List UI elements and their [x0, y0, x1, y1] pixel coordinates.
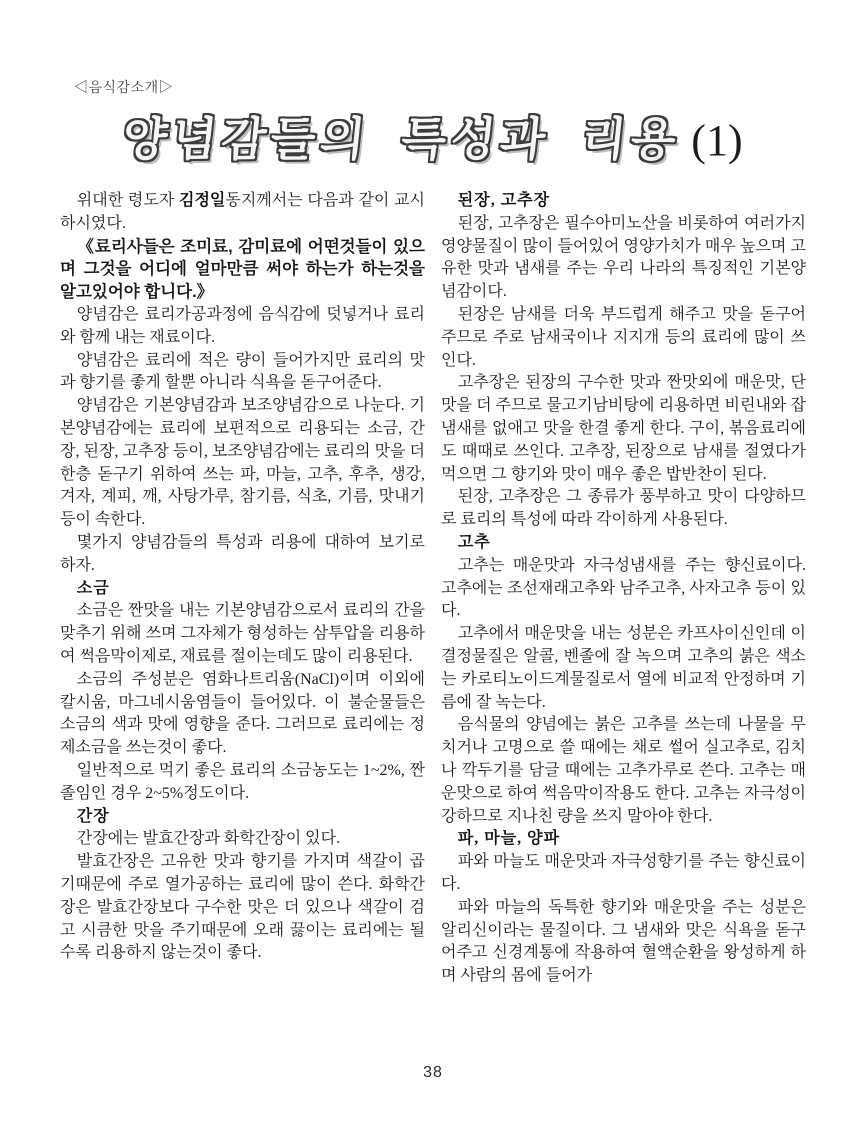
body-paragraph: 소금은 짠맛을 내는 기본양념감으로서 료리의 간을 맞추기 위해 쓰며 그자체가 형성하는 삼투압을 리용하여 썩음막이제로, 재료를 절이는데도 많이 리용된다. [60, 602, 425, 665]
body-paragraph: 일반적으로 먹기 좋은 료리의 소금농도는 1~2%, 짠 졸임인 경우 2~5%정도이다. [60, 761, 425, 802]
leader-name-emphasis: 김정일 [178, 192, 226, 209]
body-paragraph: 파와 마늘도 매운맛과 자극성향기를 주는 향신료이다. [441, 853, 806, 893]
page-number: 38 [423, 1064, 443, 1081]
body-paragraph: 간장에는 발효간장과 화학간장이 있다. [76, 830, 341, 848]
section-heading: 간장 [76, 807, 110, 825]
body-paragraph: 양념감은 기본양념감과 보조양념감으로 나눈다. 기본양념감에는 료리에 보편적으로 리용되는 소금, 간장, 된장, 고추장 등이, 보조양념감에는 료리의 맛을 더 한층 돋구기 위하여 쓰는 파, 마늘, 고추, 후추, 생강, 겨자, 계피, 깨, 사탕가루, 참기름, 식초, 기름, 맛내기 등이 속한다. [60, 397, 425, 529]
body-paragraph: 파와 마늘의 독특한 향기와 매운맛을 주는 성분은 알리신이라는 물질이다. 그 냄새와 맛은 식욕을 돋구어주고 신경계통에 작용하여 혈액순환을 왕성하게 하며 사람의 몸에 들어가 [441, 898, 806, 985]
section-heading: 고추 [457, 533, 491, 551]
body-paragraph: 양념감은 료리가공과정에 음식감에 덧넣거나 료리와 함께 내는 재료이다. [60, 305, 425, 346]
article-body [60, 190, 806, 988]
article-title-text: 양념감들의 특성과 리용 [120, 113, 684, 165]
section-heading: 된장, 고추장 [457, 192, 551, 209]
body-paragraph: 소금의 주성분은 염화나트리움(NaCl)이며 이외에 칼시움, 마그네시움염들이 들어있다. 이 불순물들은 소금의 색과 맛에 영향을 준다. 그러므로 료리에는 정제소금을 쓰는것이 좋다. [60, 670, 425, 757]
section-heading: 파, 마늘, 양파 [457, 830, 561, 848]
body-paragraph: 음식물의 양념에는 붉은 고추를 쓰는데 나물을 무치거나 고명으로 쓸 때에는 채로 썰어 실고추로, 김치나 깍두기를 담글 때에는 고추가루로 쓴다. 고추는 매운맛으로 하여 썩음막이작용도 한다. 고추는 자극성이 강하므로 지나친 량을 쓰지 말아야 한다. [441, 716, 806, 825]
left-column [60, 190, 425, 988]
text-segment: 위대한 령도자 [76, 192, 179, 209]
quotation-paragraph: 《료리사들은 조미료, 감미료에 어떤것들이 있으며 그것을 어디에 얼마만큼 써야 하는가 하는것을 알고있어야 합니다.》 [60, 237, 425, 302]
body-paragraph: 된장은 남새를 더욱 부드럽게 해주고 맛을 돋구어주므로 주로 남새국이나 지지개 등의 료리에 많이 쓰인다. [441, 305, 806, 369]
body-paragraph: 양념감은 료리에 적은 량이 들어가지만 료리의 맛과 향기를 좋게 할뿐 아니라 식욕을 돋구어준다. [60, 351, 425, 392]
section-kicker: ◁음식감소개▷ [74, 79, 174, 95]
body-paragraph: 발효간장은 고유한 맛과 향기를 가지며 색갈이 곱기때문에 주로 열가공하는 료리에 많이 쓴다. 화학간장은 발효간장보다 구수한 맛은 더 있으나 색갈이 검고 시큼한 맛을 주기때문에 오래 끓이는 료리에는 될수록 리용하지 않는것이 좋다. [60, 853, 425, 962]
right-column [441, 190, 806, 988]
article-title-number: (1) [691, 116, 743, 165]
body-paragraph: 된장, 고추장은 그 종류가 풍부하고 맛이 다양하므로 료리의 특성에 따라 각이하게 사용된다. [441, 488, 806, 529]
body-paragraph [60, 190, 425, 236]
section-heading: 소금 [76, 579, 110, 597]
body-paragraph: 몇가지 양념감들의 특성과 리용에 대하여 보기로 하자. [60, 533, 425, 574]
article-title [60, 103, 806, 169]
body-paragraph: 된장, 고추장은 필수아미노산을 비롯하여 여러가지 영양물질이 많이 들어있어 영양가치가 매우 높으며 고유한 맛과 냄새를 주는 우리 나라의 특징적인 기본양념감이다. [441, 214, 806, 301]
text-segment: 동지께서는 다음과 같이 교시하시였다. [60, 192, 425, 232]
body-paragraph: 고추는 매운맛과 자극성냄새를 주는 향신료이다. 고추에는 조선재래고추와 남주고추, 사자고추 등이 있다. [441, 556, 806, 620]
body-paragraph: 고추에서 매운맛을 내는 성분은 카프사이신인데 이 결정물질은 알콜, 벤졸에 잘 녹으며 고추의 붉은 색소는 카로티노이드계물질로서 열에 비교적 안정하며 기름에 잘 녹는다. [441, 625, 806, 711]
body-paragraph: 고추장은 된장의 구수한 맛과 짠맛외에 매운맛, 단맛을 더 주므로 물고기남비탕에 리용하면 비린내와 잡냄새를 없애고 맛을 한결 좋게 한다. 구이, 볶음료리에도 때때로 쓰인다. 고추장, 된장으로 남새를 절였다가 먹으면 그 향기와 맛이 매우 좋은 밥반찬이 된다. [441, 374, 806, 483]
